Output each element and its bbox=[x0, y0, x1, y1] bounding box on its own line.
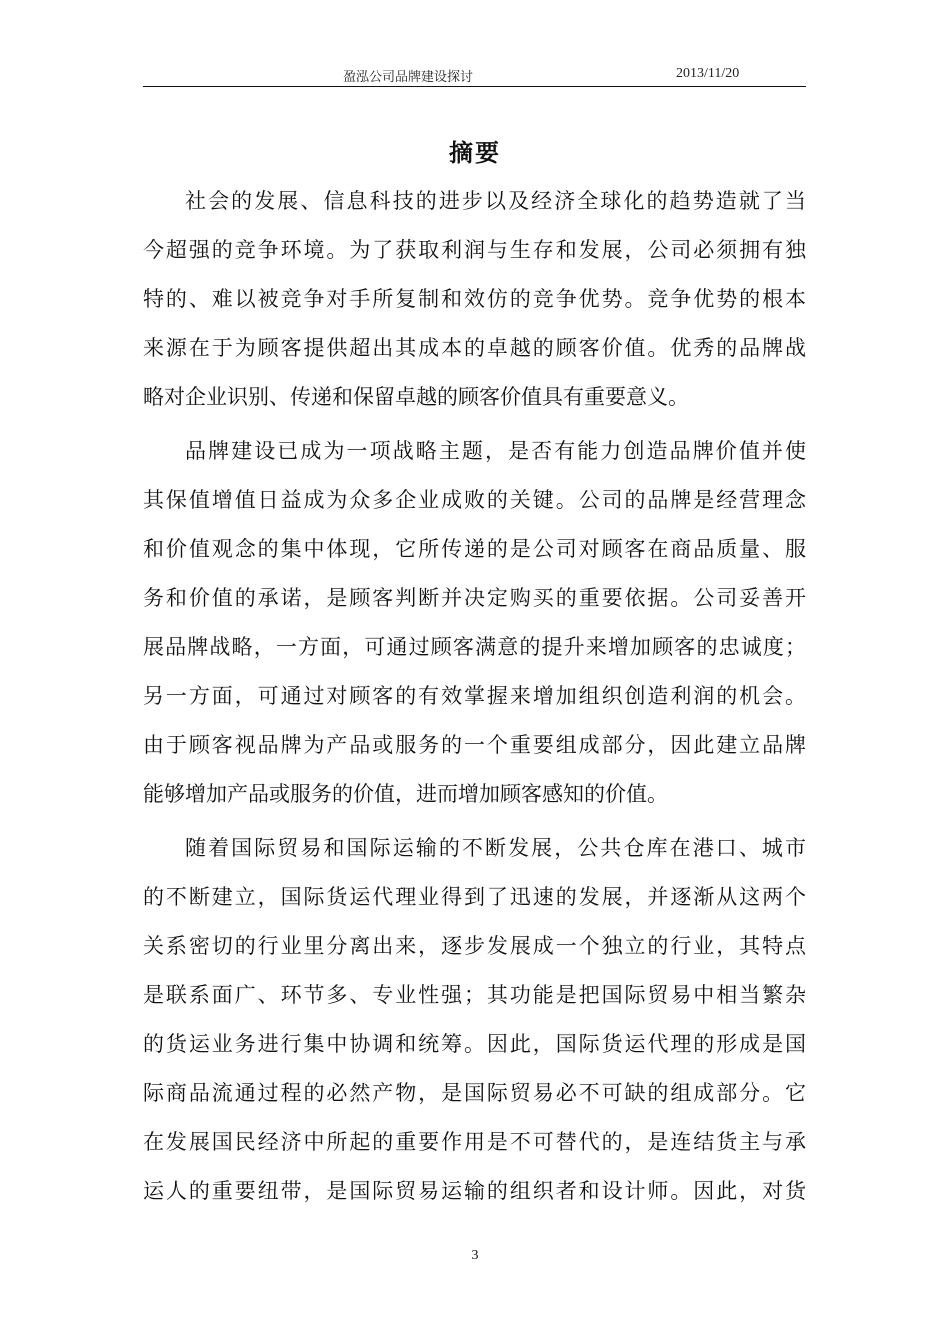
text-line: 由于顾客视品牌为产品或服务的一个重要组成部分，因此建立品牌 bbox=[143, 733, 806, 757]
header-divider bbox=[143, 86, 806, 87]
text-line: 品牌建设已成为一项战略主题，是否有能力创造品牌价值并使 bbox=[185, 439, 806, 463]
text-line: 展品牌战略，一方面，可通过顾客满意的提升来增加顾客的忠诚度； bbox=[143, 635, 806, 659]
text-line: 在发展国民经济中所起的重要作用是不可替代的，是连结货主与承 bbox=[143, 1130, 806, 1154]
text-line: 关系密切的行业里分离出来，逐步发展成一个独立的行业，其特点 bbox=[143, 934, 806, 958]
page-header bbox=[143, 66, 806, 86]
text-line: 社会的发展、信息科技的进步以及经济全球化的趋势造就了当 bbox=[185, 189, 806, 213]
page-number: 3 bbox=[471, 1248, 479, 1263]
text-line: 是联系面广、环节多、专业性强；其功能是把国际贸易中相当繁杂 bbox=[143, 983, 806, 1007]
header-title: 盈泓公司品牌建设探讨 bbox=[343, 70, 474, 85]
text-line: 特的、难以被竞争对手所复制和效仿的竞争优势。竞争优势的根本 bbox=[143, 287, 806, 311]
text-line: 运人的重要纽带，是国际贸易运输的组织者和设计师。因此，对货 bbox=[143, 1179, 806, 1203]
header-date: 2013/11/20 bbox=[676, 66, 740, 81]
text-line: 其保值增值日益成为众多企业成败的关键。公司的品牌是经营理念 bbox=[143, 488, 806, 512]
text-line: 的不断建立，国际货运代理业得到了迅速的发展，并逐渐从这两个 bbox=[143, 885, 806, 909]
text-line: 务和价值的承诺，是顾客判断并决定购买的重要依据。公司妥善开 bbox=[143, 586, 806, 610]
text-line: 另一方面，可通过对顾客的有效掌握来增加组织创造利润的机会。 bbox=[143, 684, 806, 708]
paragraph bbox=[143, 828, 806, 1220]
text-line: 今超强的竞争环境。为了获取利润与生存和发展，公司必须拥有独 bbox=[143, 238, 806, 262]
paragraph bbox=[143, 181, 806, 426]
text-line: 际商品流通过程的必然产物，是国际贸易必不可缺的组成部分。它 bbox=[143, 1081, 806, 1105]
text-line: 和价值观念的集中体现，它所传递的是公司对顾客在商品质量、服 bbox=[143, 537, 806, 561]
text-line: 能够增加产品或服务的价值，进而增加顾客感知的价值。 bbox=[143, 782, 668, 806]
paragraph bbox=[143, 431, 806, 823]
text-line: 随着国际贸易和国际运输的不断发展，公共仓库在港口、城市 bbox=[185, 836, 806, 860]
page-title: 摘要 bbox=[449, 139, 501, 167]
text-line: 的货运业务进行集中协调和统筹。因此，国际货运代理的形成是国 bbox=[143, 1032, 806, 1056]
body-text bbox=[143, 181, 806, 1220]
text-line: 来源在于为顾客提供超出其成本的卓越的顾客价值。优秀的品牌战 bbox=[143, 336, 806, 360]
text-line: 略对企业识别、传递和保留卓越的顾客价值具有重要意义。 bbox=[143, 385, 689, 409]
